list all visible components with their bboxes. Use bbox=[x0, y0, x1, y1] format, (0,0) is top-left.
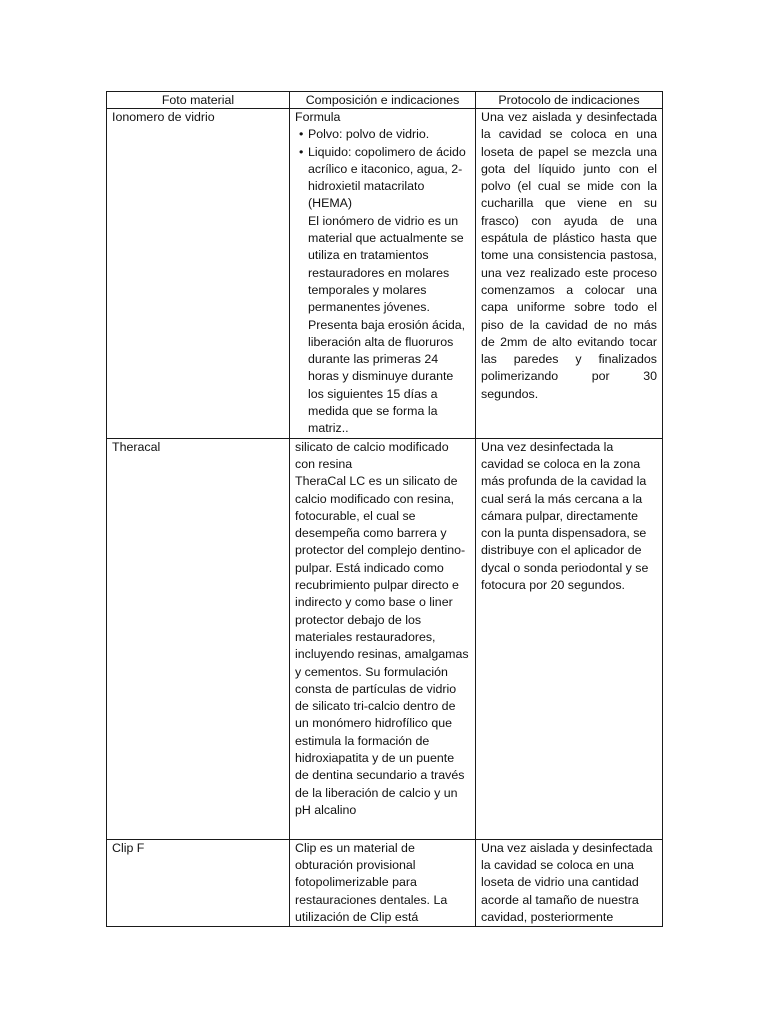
bullet-icon: • bbox=[299, 144, 304, 159]
header-composicion: Composición e indicaciones bbox=[290, 92, 476, 109]
table-row bbox=[107, 109, 663, 439]
header-protocolo: Protocolo de indicaciones bbox=[476, 92, 663, 109]
protocol-cell: Una vez aislada y desinfectada la cavidad se coloca en una loseta de vidrio una cantidad acorde al tamaño de nuestra cavidad, posteriormente bbox=[476, 839, 663, 926]
composition-cell: Clip es un material de obturación provisional fotopolimerizable para restauraciones dentales. La utilización de Clip está bbox=[290, 839, 476, 926]
header-foto-material: Foto material bbox=[107, 92, 290, 109]
material-name: Clip F bbox=[107, 839, 290, 926]
composition-cell: silicato de calcio modificado con resina TheraCal LC es un silicato de calcio modificado con resina, fotocurable, el cual se desempeña como barrera y protector del complejo dentino-pulpar. Está indicado como recubrimiento pulpar directo e indirecto y como base o liner protector debajo de los materiales restauradores, incluyendo resinas, amalgamas y cementos. Su formulación consta de partículas de vidrio de silicato tri-calcio dentro de un monómero hidrofílico que estimula la formación de hidroxiapatita y de un puente de dentina secundario a través de la liberación de calcio y un pH alcalino bbox=[290, 438, 476, 839]
list-item bbox=[299, 126, 470, 143]
composition-title: Formula bbox=[295, 110, 341, 124]
table-row bbox=[107, 839, 663, 926]
composition-text: El ionómero de vidrio es un material que actualmente se utiliza en tratamientos restauradores en molares temporales y molares permanentes jóvenes. Presenta baja erosión ácida, liberación alta de fluoruros durante las primeras 24 horas y disminuye durante los siguientes 15 días a medida que se forma la matriz.. bbox=[308, 213, 466, 436]
protocol-cell: Una vez aislada y desinfectada la cavidad se coloca en una loseta de papel se mezcla una gota del líquido junto con el polvo (el cual se mide con la cucharilla que viene en su frasco) con ayuda de una espátula de plástico hasta que tome una consistencia pastosa, una vez realizado este proceso comenzamos a colocar una capa uniforme sobre todo el piso de la cavidad de no más de 2mm de alto evitando tocar las paredes y finalizados polimerizando por 30 segundos. bbox=[476, 109, 663, 439]
material-name: Theracal bbox=[107, 438, 290, 839]
bullet-icon: • bbox=[299, 127, 304, 142]
table-header-row bbox=[107, 92, 663, 109]
materials-table bbox=[106, 91, 663, 927]
table-row bbox=[107, 438, 663, 839]
protocol-cell: Una vez desinfectada la cavidad se coloca en la zona más profunda de la cavidad la cual será la más cercana a la cámara pulpar, directamente con la punta dispensadora, se distribuye con el aplicador de dycal o sonda periodontal y se fotocura por 20 segundos. bbox=[476, 438, 663, 839]
list-item bbox=[299, 144, 470, 213]
composition-cell bbox=[290, 109, 476, 439]
material-name: Ionomero de vidrio bbox=[107, 109, 290, 439]
bullet-text: Polvo: polvo de vidrio. bbox=[308, 127, 430, 142]
bullet-text: Liquido: copolimero de ácido acrílico e itaconico, agua, 2-hidroxietil matacrilato (HEMA) bbox=[308, 144, 466, 211]
